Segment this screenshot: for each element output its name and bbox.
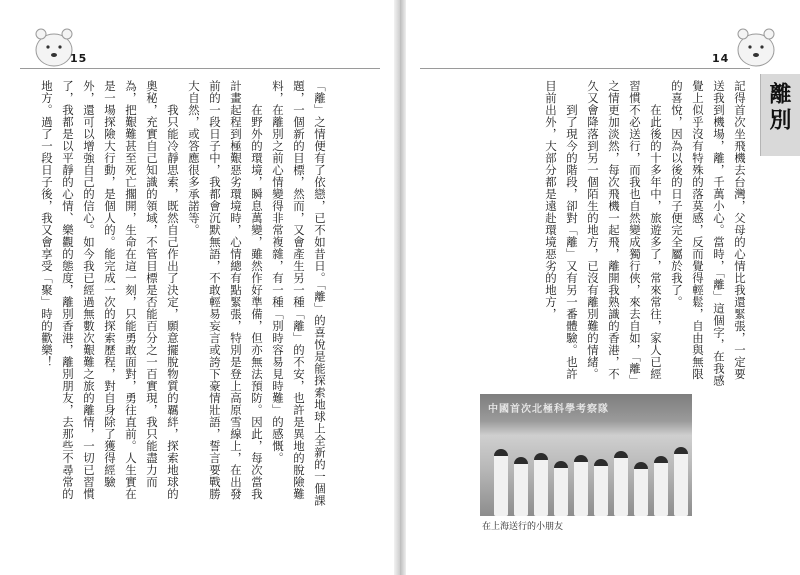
polar-bear-icon: [728, 20, 784, 70]
photo-banner-text: 中國首次北極科學考察隊: [488, 404, 609, 415]
photo-figure: [494, 449, 508, 516]
body-text-left: 「離」之情便有了依戀，已不如昔日。「離」的喜悅是能探索地球上全新的一個課題，一個新的目標，然而，又會產生另一種「離」的不安，也許是異地的脫險難料，在離別之前心情變得非常複雜，有一種「別時容易見時難」的感慨。 在野外的環境，瞬息萬變，雖然作好準備，但亦無法預防。因此，每次當我計畫起程到極艱惡劣環境時，心情總有點緊張，特別是登上高原雪線上，在出發前的一段日子中，我都會沉默無語，不敢輕易妄言或誇下豪情壯語，誓言要戰勝大自然，或答應很多承諾等。 我只能冷靜思索，既然自己作出了決定，願意擺脫物質的羈絆，探索地球的奧秘，充實自己知識的領域，不管目標是否能百分之一百實現，我只能盡力而為，把艱難甚至死亡擱開，生命在這一刻，只能勇敢面對，勇往直前。人生實在是一場探險大行動，是個人的。能完成一次的探索歷程，對自身除了獲得經驗外，還可以增強自己的信心。如今我已經過無數次艱難之旅的離情，一切已習慣了，我都是以平靜的心情、樂觀的態度，離別香港，離別朋友，去那些不尋常的地方。過了一段日子後，我又會享受「聚」時的歡樂！: [40, 80, 327, 507]
body-text-right: 記得首次坐飛機去台灣，父母的心情比我還緊張，一定要送我到機場，離，千萬小心。當時，「離」這個字，在我感覺上似乎沒有特殊的落莫感，反而覺得輕鬆，自由與無限的喜悅，因為以後的日子便完全屬於我了。 在此後的十多年中，旅遊多了，常來常往，家人已經習慣不必送行，而我也自然變成獨行俠，來去自如，「離」之情更加淡然，每次飛機一起飛，離開我熟識的香港，不久又會降落到另一個陌生的地方，已沒有離別難的情緒。 到了現今的階段，卻對「離」又有另一番體驗。也許目前出外，大部分都是遠赴環境惡劣的地方，: [544, 80, 747, 387]
header-rule-left: [20, 68, 380, 69]
photo-figure: [574, 455, 588, 516]
book-spine-gutter: [394, 0, 406, 575]
group-photo: [480, 394, 692, 516]
photo-figure: [594, 459, 608, 516]
photo-figure: [674, 447, 688, 516]
photo-figure: [534, 453, 548, 516]
photo-figure: [614, 451, 628, 516]
header-rule-right: [420, 68, 750, 69]
photo-figure: [514, 457, 528, 516]
page-number-right: 14: [712, 52, 730, 65]
chapter-title: 離別: [766, 82, 791, 134]
photo-caption: 在上海送行的小朋友: [482, 522, 564, 532]
photo-figure: [554, 461, 568, 516]
page-number-left: 15: [70, 52, 88, 65]
photo-figure: [634, 462, 648, 516]
photo-figure: [654, 456, 668, 516]
